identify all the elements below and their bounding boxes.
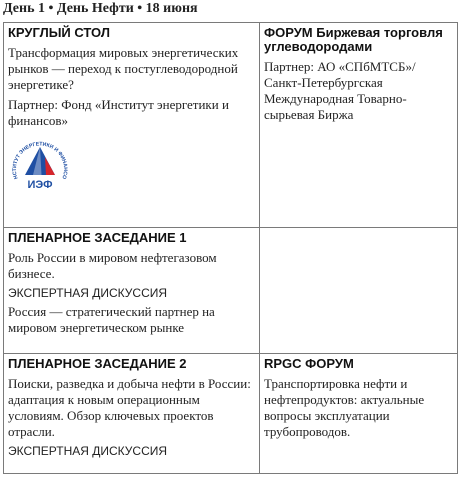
logo-abbreviation: ИЭФ [27, 179, 53, 191]
table-row [4, 354, 458, 474]
session-cell-round-table [4, 23, 260, 228]
session-heading: КРУГЛЫЙ СТОЛ [8, 25, 110, 40]
ief-logo [8, 135, 72, 199]
session-heading: ПЛЕНАРНОЕ ЗАСЕДАНИЕ 2 [8, 356, 187, 371]
table-row [4, 23, 458, 228]
session-label: ЭКСПЕРТНАЯ ДИСКУССИЯ [8, 286, 168, 300]
session-cell-exchange-forum [260, 23, 458, 228]
table-row [4, 228, 458, 354]
session-cell-plenary-1 [4, 228, 260, 354]
program-table [3, 22, 458, 474]
session-heading: RPGC ФОРУМ [264, 356, 354, 371]
session-heading: ФОРУМ Биржевая торговля углеводородами [264, 25, 443, 54]
session-topic: Транспортировка нефти и нефтепродуктов: актуальные вопросы эксплуатации трубопроводов. [264, 376, 425, 439]
session-cell-plenary-2 [4, 354, 260, 474]
session-topic: Трансформация мировых энергетических рынков — переход к постуглеводородной энергетике? [8, 45, 239, 92]
session-cell-rpgc-forum [260, 354, 458, 474]
session-partner: Партнер: АО «СПбМТСБ»/ Санкт-Петербургская Международная Товарно-сырьевая Биржа [264, 59, 416, 122]
session-label: ЭКСПЕРТНАЯ ДИСКУССИЯ [8, 444, 168, 458]
ief-triangle-logo-icon [8, 135, 72, 199]
logo-arc-text: НСТИТУТ ЭНЕРГЕТИКИ И ФИНАНСО [11, 141, 69, 180]
page-title: День 1 • День Нефти • 18 июня [3, 1, 198, 16]
session-discussion: Россия — стратегический партнер на мировом энергетическом рынке [8, 304, 215, 335]
session-heading: ПЛЕНАРНОЕ ЗАСЕДАНИЕ 1 [8, 230, 187, 245]
session-topic: Поиски, разведка и добыча нефти в России: адаптация к новым операционным условиям. Обзор ключевых проектов отрасли. [8, 376, 251, 439]
session-partner: Партнер: Фонд «Институт энергетики и финансов» [8, 97, 229, 128]
session-topic: Роль России в мировом нефтегазовом бизнесе. [8, 250, 217, 281]
session-cell-empty [260, 228, 458, 354]
